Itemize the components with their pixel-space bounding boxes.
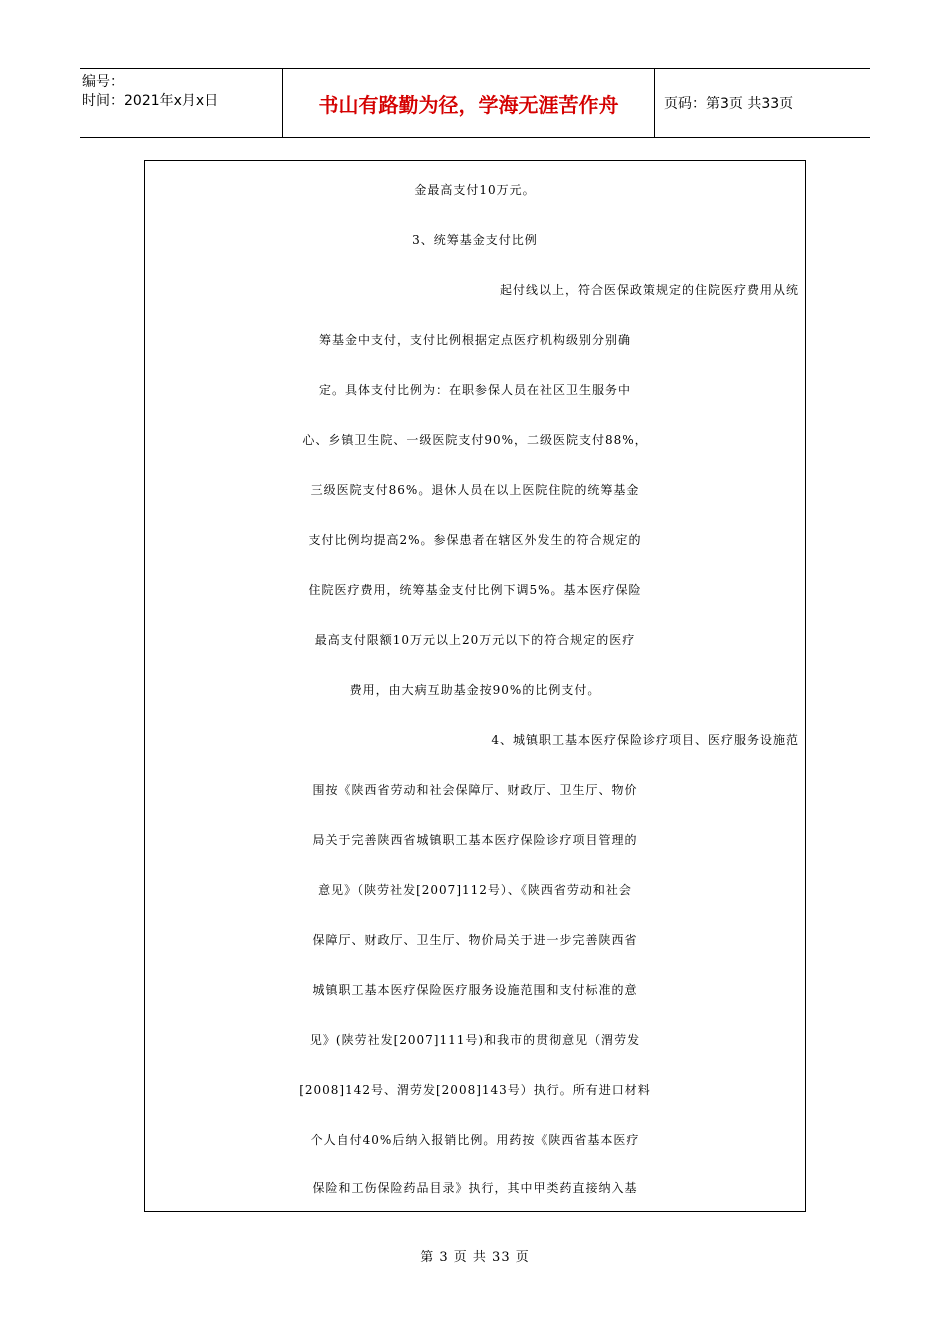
text-line: [2008]142号、渭劳发[2008]143号）执行。所有进口材料 bbox=[299, 1083, 651, 1097]
text-line: 支付比例均提高2%。参保患者在辖区外发生的符合规定的 bbox=[308, 533, 642, 547]
text-line: 金最高支付10万元。 bbox=[414, 183, 536, 197]
header-page-info: 页码：第3页 共33页 bbox=[664, 96, 794, 112]
text-line: 筹基金中支付，支付比例根据定点医疗机构级别分别确 bbox=[318, 333, 631, 347]
text-line: 起付线以上，符合医保政策规定的住院医疗费用从统 bbox=[499, 283, 799, 297]
text-line: 费用，由大病互助基金按90%的比例支付。 bbox=[349, 683, 601, 697]
document-time-label: 时间：2021年x月x日 bbox=[82, 93, 219, 109]
text-line: 住院医疗费用，统筹基金支付比例下调5%。基本医疗保险 bbox=[308, 583, 642, 597]
header-motto: 书山有路勤为径，学海无涯苦作舟 bbox=[318, 92, 619, 117]
text-line: 围按《陕西省劳动和社会保障厅、财政厅、卫生厅、物价 bbox=[312, 783, 638, 797]
text-line: 保障厅、财政厅、卫生厅、物价局关于进一步完善陕西省 bbox=[312, 933, 638, 947]
text-line: 4、城镇职工基本医疗保险诊疗项目、医疗服务设施范 bbox=[491, 733, 799, 747]
text-line: 保险和工伤保险药品目录》执行，其中甲类药直接纳入基 bbox=[312, 1181, 638, 1195]
text-line: 心、乡镇卫生院、一级医院支付90%，二级医院支付88%， bbox=[302, 433, 648, 447]
text-line: 见》(陕劳社发[2007]111号)和我市的贯彻意见（渭劳发 bbox=[309, 1033, 641, 1047]
text-line: 意见》（陕劳社发[2007]112号）、《陕西省劳动和社会 bbox=[318, 883, 632, 897]
text-line: 城镇职工基本医疗保险医疗服务设施范围和支付标准的意 bbox=[312, 983, 638, 997]
header-meta bbox=[82, 73, 282, 111]
text-line: 三级医院支付86%。退休人员在以上医院住院的统筹基金 bbox=[310, 483, 640, 497]
document-number-label: 编号： bbox=[82, 74, 124, 90]
text-line: 最高支付限额10万元以上20万元以下的符合规定的医疗 bbox=[314, 633, 636, 647]
text-line: 3、统筹基金支付比例 bbox=[412, 233, 538, 247]
header-divider bbox=[654, 69, 655, 137]
content-box bbox=[144, 160, 806, 1212]
text-line: 局关于完善陕西省城镇职工基本医疗保险诊疗项目管理的 bbox=[312, 833, 638, 847]
text-line: 定。具体支付比例为：在职参保人员在社区卫生服务中 bbox=[318, 383, 631, 397]
page-footer: 第 3 页 共 33 页 bbox=[420, 1250, 530, 1265]
text-line: 个人自付40%后纳入报销比例。用药按《陕西省基本医疗 bbox=[310, 1133, 640, 1147]
page-header bbox=[80, 68, 870, 138]
